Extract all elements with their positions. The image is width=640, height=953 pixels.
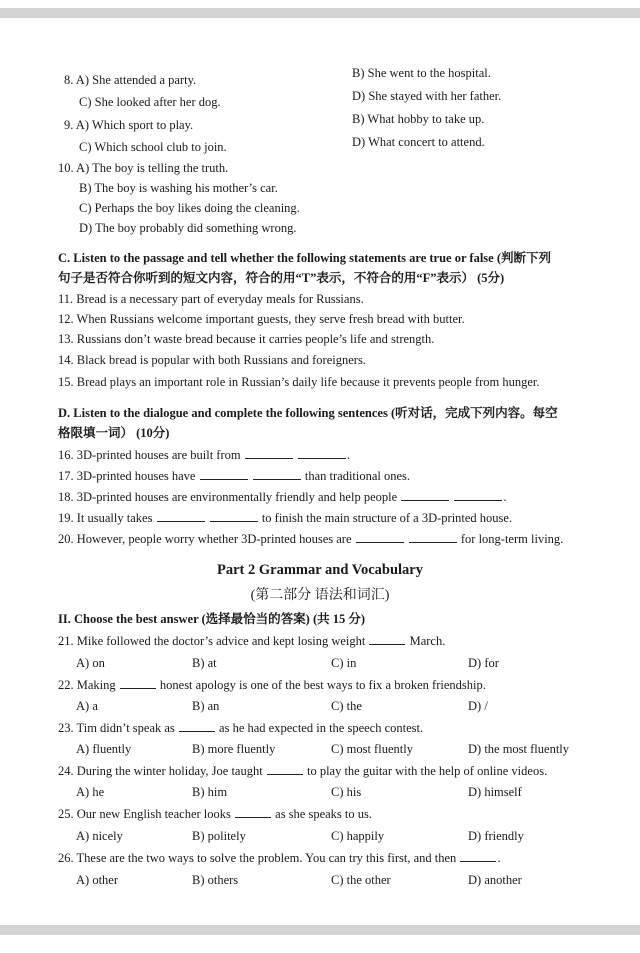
- q20-end: for long-term living.: [460, 532, 564, 546]
- q22-end: honest apology is one of the best ways to fix a broken friendship.: [159, 678, 486, 692]
- section-c-item: 14. Black bread is popular with both Russians and foreigners.: [58, 353, 366, 367]
- q22-option-c[interactable]: C) the: [331, 699, 362, 713]
- q9-option-c: C) Which school club to join.: [79, 140, 227, 154]
- q23-option-a[interactable]: A) fluently: [76, 742, 132, 756]
- q19-line: [58, 510, 512, 526]
- q25-text: 25. Our new English teacher looks: [58, 807, 231, 821]
- q23-option-b[interactable]: B) more fluently: [192, 742, 276, 756]
- q21-option-a[interactable]: A) on: [76, 656, 105, 670]
- q26-option-b[interactable]: B) others: [192, 873, 239, 887]
- section-c-heading-line1: C. Listen to the passage and tell whether the following statements are true or false (判断下列: [58, 251, 552, 265]
- q20-blank-1[interactable]: [356, 531, 404, 543]
- q22-option-a[interactable]: A) a: [76, 699, 98, 713]
- q25-option-b[interactable]: B) politely: [192, 829, 246, 843]
- q19-blank-2[interactable]: [210, 510, 258, 522]
- q17-blank-1[interactable]: [200, 468, 248, 480]
- q10-option-a: 10. A) The boy is telling the truth.: [58, 161, 229, 175]
- q9-option-b: B) What hobby to take up.: [352, 112, 485, 126]
- q23-option-d[interactable]: D) the most fluently: [468, 742, 570, 756]
- section-c-item: 12. When Russians welcome important guests, they serve fresh bread with butter.: [58, 312, 465, 326]
- q9-option-a: 9. A) Which sport to play.: [64, 118, 194, 132]
- q26-option-a[interactable]: A) other: [76, 873, 118, 887]
- part2-subtitle: (第二部分 语法和词汇): [250, 588, 390, 603]
- q25-option-d[interactable]: D) friendly: [468, 829, 524, 843]
- q24-text: 24. During the winter holiday, Joe taught: [58, 764, 263, 778]
- q26-stem: [58, 850, 501, 866]
- q10-option-d: D) The boy probably did something wrong.: [79, 221, 297, 235]
- q16-blank-1[interactable]: [245, 447, 293, 459]
- q25-stem: [58, 806, 372, 822]
- q17-end: than traditional ones.: [304, 469, 411, 483]
- q24-option-a[interactable]: A) he: [76, 785, 105, 799]
- q20-text: 20. However, people worry whether 3D-printed houses are: [58, 532, 352, 546]
- section-d-heading-line2: 格限填一词） (10分): [58, 426, 170, 440]
- q26-end: .: [497, 851, 501, 865]
- q24-blank[interactable]: [267, 763, 303, 775]
- section-c-item: 15. Bread plays an important role in Russian’s daily life because it prevents people from hunger.: [58, 375, 540, 389]
- q26-text: 26. These are the two ways to solve the problem. You can try this first, and then: [58, 851, 457, 865]
- q18-end: .: [503, 490, 507, 504]
- q8-option-a: 8. A) She attended a party.: [64, 73, 197, 87]
- q21-blank[interactable]: [369, 633, 405, 645]
- q26-blank[interactable]: [460, 850, 496, 862]
- q23-end: as he had expected in the speech contest.: [219, 721, 424, 735]
- q17-line: [58, 468, 410, 484]
- q25-option-c[interactable]: C) happily: [331, 829, 385, 843]
- q24-option-c[interactable]: C) his: [331, 785, 362, 799]
- q23-option-c[interactable]: C) most fluently: [331, 742, 413, 756]
- part2-title: Part 2 Grammar and Vocabulary: [217, 562, 423, 578]
- q16-blank-2[interactable]: [298, 447, 346, 459]
- q21-option-c[interactable]: C) in: [331, 656, 357, 670]
- q21-option-d[interactable]: D) for: [468, 656, 499, 670]
- section-c-heading-line2: 句子是否符合你听到的短文内容，符合的用“T”表示，不符合的用“F”表示） (5分): [58, 271, 505, 285]
- q17-text: 17. 3D-printed houses have: [58, 469, 196, 483]
- q20-line: [58, 531, 563, 547]
- top-gray-bar: [0, 8, 640, 18]
- q26-option-d[interactable]: D) another: [468, 873, 522, 887]
- q25-end: as she speaks to us.: [275, 807, 373, 821]
- q19-end: to finish the main structure of a 3D-printed house.: [261, 511, 513, 525]
- q24-option-d[interactable]: D) himself: [468, 785, 522, 799]
- q24-end: to play the guitar with the help of online videos.: [306, 764, 548, 778]
- q25-blank[interactable]: [235, 806, 271, 818]
- q17-blank-2[interactable]: [253, 468, 301, 480]
- section-d-heading-line1: D. Listen to the dialogue and complete the following sentences (听对话，完成下列内容。每空: [58, 406, 558, 420]
- q25-option-a[interactable]: A) nicely: [76, 829, 123, 843]
- q10-option-c: C) Perhaps the boy likes doing the cleaning.: [79, 201, 300, 215]
- bottom-gray-bar: [0, 925, 640, 935]
- q24-stem: [58, 763, 547, 779]
- q8-option-d: D) She stayed with her father.: [352, 89, 502, 103]
- q20-blank-2[interactable]: [409, 531, 457, 543]
- q8-option-c: C) She looked after her dog.: [79, 95, 221, 109]
- q19-text: 19. It usually takes: [58, 511, 153, 525]
- q21-end: March.: [409, 634, 446, 648]
- q23-text: 23. Tim didn’t speak as: [58, 721, 175, 735]
- q18-blank-1[interactable]: [401, 489, 449, 501]
- q8-option-b: B) She went to the hospital.: [352, 66, 491, 80]
- q24-option-b[interactable]: B) him: [192, 785, 228, 799]
- q18-blank-2[interactable]: [454, 489, 502, 501]
- section-ii-heading: II. Choose the best answer (选择最恰当的答案) (共 15 分): [58, 612, 366, 626]
- q22-option-d[interactable]: D) /: [468, 699, 488, 713]
- q23-stem: [58, 720, 423, 736]
- q21-text: 21. Mike followed the doctor’s advice and kept losing weight: [58, 634, 366, 648]
- q18-text: 18. 3D-printed houses are environmentally friendly and help people: [58, 490, 398, 504]
- q22-text: 22. Making: [58, 678, 116, 692]
- section-c-item: 13. Russians don’t waste bread because it carries people’s life and strength.: [58, 332, 435, 346]
- q26-option-c[interactable]: C) the other: [331, 873, 391, 887]
- q22-stem: [58, 677, 486, 693]
- q22-option-b[interactable]: B) an: [192, 699, 220, 713]
- q10-option-b: B) The boy is washing his mother’s car.: [79, 181, 278, 195]
- q23-blank[interactable]: [179, 720, 215, 732]
- q16-line: [58, 447, 350, 463]
- section-c-item: 11. Bread is a necessary part of everyday meals for Russians.: [58, 292, 364, 306]
- q18-line: [58, 489, 507, 505]
- q9-option-d: D) What concert to attend.: [352, 135, 485, 149]
- q16-text: 16. 3D-printed houses are built from: [58, 448, 241, 462]
- q22-blank[interactable]: [120, 677, 156, 689]
- q21-option-b[interactable]: B) at: [192, 656, 217, 670]
- q21-stem: [58, 633, 445, 649]
- q16-end: .: [346, 448, 350, 462]
- q19-blank-1[interactable]: [157, 510, 205, 522]
